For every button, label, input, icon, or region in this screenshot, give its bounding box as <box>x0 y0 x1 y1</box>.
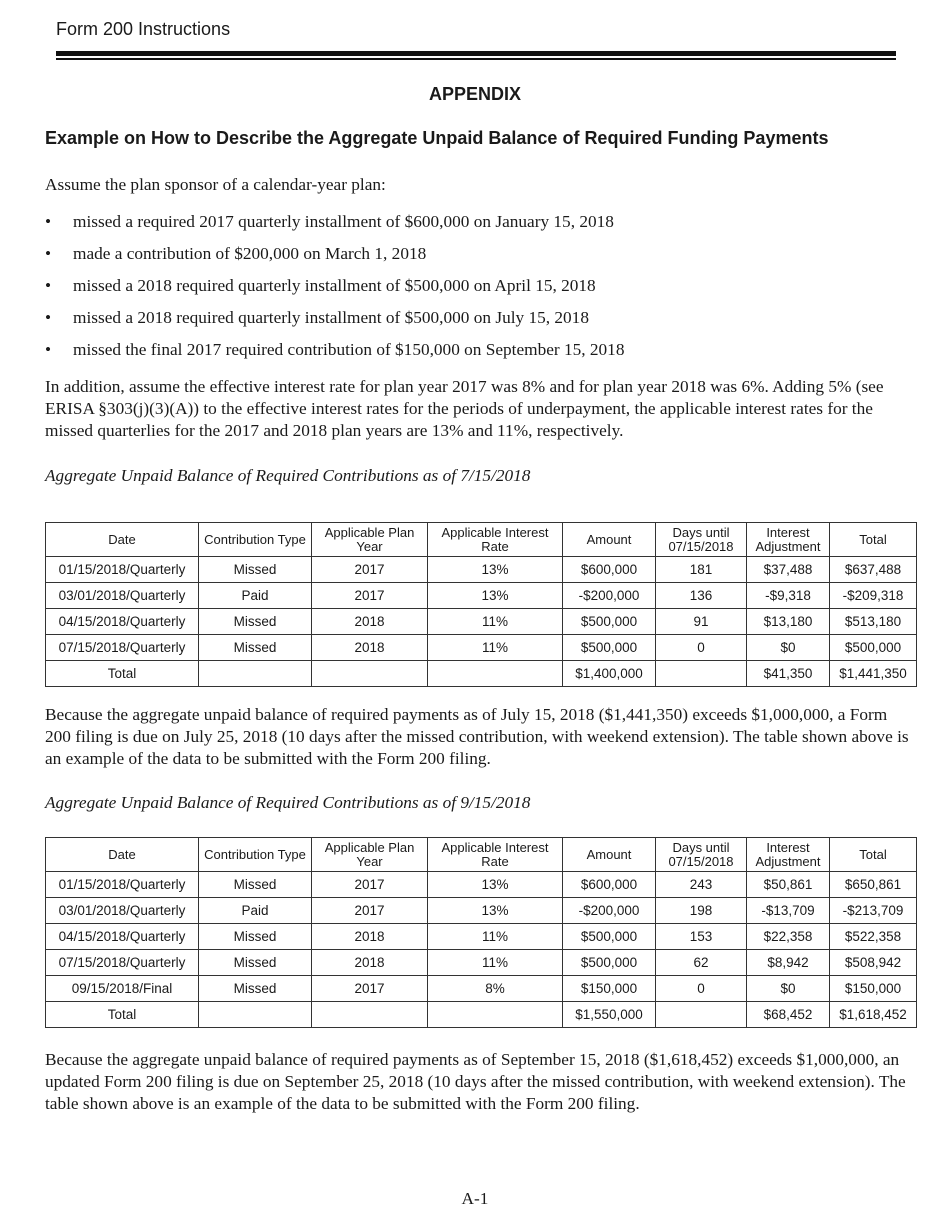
table-cell: -$200,000 <box>563 583 656 609</box>
column-header: Contribution Type <box>199 838 312 872</box>
table-cell: $1,550,000 <box>563 1002 656 1028</box>
table-cell: 03/01/2018/Quarterly <box>46 583 199 609</box>
total-row <box>46 661 917 687</box>
table-cell: 2017 <box>312 898 428 924</box>
column-header: Interest Adjustment <box>747 838 830 872</box>
table-cell <box>656 1002 747 1028</box>
table-cell: 01/15/2018/Quarterly <box>46 557 199 583</box>
column-header: Interest Adjustment <box>747 523 830 557</box>
bullet-list <box>45 211 624 371</box>
section-title: Example on How to Describe the Aggregate Unpaid Balance of Required Funding Payments <box>45 128 829 148</box>
bullet-item: • missed a required 2017 quarterly installment of $600,000 on January 15, 2018 <box>45 211 624 243</box>
table-cell: $650,861 <box>830 872 917 898</box>
column-header: Applicable Interest Rate <box>428 838 563 872</box>
table-cell: 04/15/2018/Quarterly <box>46 609 199 635</box>
table-cell: 13% <box>428 898 563 924</box>
table-cell: $500,000 <box>563 924 656 950</box>
table-cell <box>428 661 563 687</box>
table-cell: 0 <box>656 635 747 661</box>
table-cell <box>656 661 747 687</box>
table-cell: Paid <box>199 898 312 924</box>
table-cell: 2017 <box>312 872 428 898</box>
table-cell: $0 <box>747 635 830 661</box>
table-cell: $1,441,350 <box>830 661 917 687</box>
table-cell: $68,452 <box>747 1002 830 1028</box>
table-cell: 04/15/2018/Quarterly <box>46 924 199 950</box>
table-cell: Paid <box>199 583 312 609</box>
paragraph-2: Because the aggregate unpaid balance of required payments as of July 15, 2018 ($1,441,350) exceeds $1,000,000, a Form 200 filing is due on July 25, 2018 (10 days after the missed contribution, with weekend extension). The table shown above is an example of the data to be submitted with the Form 200 filing. <box>45 705 909 768</box>
table-cell: 07/15/2018/Quarterly <box>46 635 199 661</box>
table-cell: 153 <box>656 924 747 950</box>
table-cell: 01/15/2018/Quarterly <box>46 872 199 898</box>
table-cell: $600,000 <box>563 872 656 898</box>
bullet-item: • made a contribution of $200,000 on March 1, 2018 <box>45 243 624 275</box>
table-cell <box>199 661 312 687</box>
table-cell: 03/01/2018/Quarterly <box>46 898 199 924</box>
appendix-title: APPENDIX <box>428 84 522 104</box>
table-cell: 11% <box>428 950 563 976</box>
column-header: Date <box>46 523 199 557</box>
table-row <box>46 924 917 950</box>
table-cell: $508,942 <box>830 950 917 976</box>
table-cell: 2018 <box>312 950 428 976</box>
table-7-15-2018 <box>45 522 917 687</box>
table-cell: -$9,318 <box>747 583 830 609</box>
table-cell: $513,180 <box>830 609 917 635</box>
table-cell: Missed <box>199 872 312 898</box>
table-cell: $522,358 <box>830 924 917 950</box>
table-cell: $500,000 <box>563 609 656 635</box>
table-cell: Missed <box>199 635 312 661</box>
table-cell: $1,400,000 <box>563 661 656 687</box>
table-cell: $22,358 <box>747 924 830 950</box>
table-cell: 2017 <box>312 583 428 609</box>
table-row <box>46 557 917 583</box>
table-cell <box>199 1002 312 1028</box>
table-cell <box>312 661 428 687</box>
column-header: Total <box>830 523 917 557</box>
bullet-item: • missed the final 2017 required contribution of $150,000 on September 15, 2018 <box>45 339 624 371</box>
table-cell: $600,000 <box>563 557 656 583</box>
table-cell: $13,180 <box>747 609 830 635</box>
table-cell: 0 <box>656 976 747 1002</box>
column-header: Days until 07/15/2018 <box>656 838 747 872</box>
table-cell: 136 <box>656 583 747 609</box>
table-cell: $637,488 <box>830 557 917 583</box>
table-cell: Missed <box>199 557 312 583</box>
table2-caption: Aggregate Unpaid Balance of Required Contributions as of 9/15/2018 <box>45 793 531 812</box>
table-cell: 8% <box>428 976 563 1002</box>
table-cell: 2018 <box>312 924 428 950</box>
table-cell: 62 <box>656 950 747 976</box>
header-rule-thin <box>56 58 896 60</box>
bullet-item: • missed a 2018 required quarterly installment of $500,000 on July 15, 2018 <box>45 307 624 339</box>
table-cell: 13% <box>428 557 563 583</box>
table-cell: -$209,318 <box>830 583 917 609</box>
table-cell: $150,000 <box>563 976 656 1002</box>
column-header: Amount <box>563 523 656 557</box>
table-cell: 91 <box>656 609 747 635</box>
table-cell: Total <box>46 1002 199 1028</box>
column-header: Applicable Plan Year <box>312 523 428 557</box>
table-cell: $500,000 <box>830 635 917 661</box>
paragraph-3: Because the aggregate unpaid balance of required payments as of September 15, 2018 ($1,618,452) exceeds $1,000,000, an updated Form 200 filing is due on September 25, 2018 (10 days after the missed contribution, with weekend extension). The table shown above is an example of the data to be submitted with the Form 200 filing. <box>45 1050 906 1113</box>
table-cell: $37,488 <box>747 557 830 583</box>
table-cell: $500,000 <box>563 635 656 661</box>
table-cell: 243 <box>656 872 747 898</box>
page-number: A-1 <box>461 1189 489 1208</box>
table-row <box>46 976 917 1002</box>
column-header: Date <box>46 838 199 872</box>
table-row <box>46 609 917 635</box>
table-cell: -$200,000 <box>563 898 656 924</box>
table-9-15-2018 <box>45 837 917 1028</box>
table-cell: 198 <box>656 898 747 924</box>
table-cell: $41,350 <box>747 661 830 687</box>
table1-caption: Aggregate Unpaid Balance of Required Contributions as of 7/15/2018 <box>45 466 531 485</box>
intro-text: Assume the plan sponsor of a calendar-year plan: <box>45 175 386 194</box>
table-cell <box>312 1002 428 1028</box>
table-cell: 181 <box>656 557 747 583</box>
table-row <box>46 898 917 924</box>
table-cell: -$13,709 <box>747 898 830 924</box>
bullet-item: • missed a 2018 required quarterly installment of $500,000 on April 15, 2018 <box>45 275 624 307</box>
total-row <box>46 1002 917 1028</box>
column-header: Total <box>830 838 917 872</box>
table-cell: $0 <box>747 976 830 1002</box>
table-cell: Missed <box>199 924 312 950</box>
table-row <box>46 872 917 898</box>
table-cell: Missed <box>199 976 312 1002</box>
table-cell: 11% <box>428 635 563 661</box>
table-cell: 13% <box>428 872 563 898</box>
table-cell: -$213,709 <box>830 898 917 924</box>
table-cell: $8,942 <box>747 950 830 976</box>
table-cell: Missed <box>199 950 312 976</box>
table-row <box>46 583 917 609</box>
table-cell: 2018 <box>312 635 428 661</box>
table-cell: 07/15/2018/Quarterly <box>46 950 199 976</box>
table-cell: Total <box>46 661 199 687</box>
table-cell: $150,000 <box>830 976 917 1002</box>
table-cell: 2017 <box>312 976 428 1002</box>
column-header: Applicable Plan Year <box>312 838 428 872</box>
column-header: Amount <box>563 838 656 872</box>
table-cell: $1,618,452 <box>830 1002 917 1028</box>
table-cell: 2018 <box>312 609 428 635</box>
column-header: Days until 07/15/2018 <box>656 523 747 557</box>
table-cell: $500,000 <box>563 950 656 976</box>
header-rule-thick <box>56 51 896 56</box>
table-row <box>46 950 917 976</box>
table-row <box>46 635 917 661</box>
table-cell: 2017 <box>312 557 428 583</box>
table-cell: 11% <box>428 924 563 950</box>
table-cell: 13% <box>428 583 563 609</box>
table-cell <box>428 1002 563 1028</box>
table-cell: 11% <box>428 609 563 635</box>
interest-paragraph: In addition, assume the effective interest rate for plan year 2017 was 8% and for plan year 2018 was 6%. Adding 5% (see ERISA §303(j)(3)(A)) to the effective interest rates for the periods of underpayment, the applicable interest rates for the missed quarterlies for the 2017 and 2018 plan years are 13% and 11%, respectively. <box>45 377 884 440</box>
table-cell: $50,861 <box>747 872 830 898</box>
column-header: Applicable Interest Rate <box>428 523 563 557</box>
table-cell: 09/15/2018/Final <box>46 976 199 1002</box>
running-header: Form 200 Instructions <box>56 19 231 39</box>
table-header-row <box>46 838 917 872</box>
table-header-row <box>46 523 917 557</box>
column-header: Contribution Type <box>199 523 312 557</box>
table-cell: Missed <box>199 609 312 635</box>
